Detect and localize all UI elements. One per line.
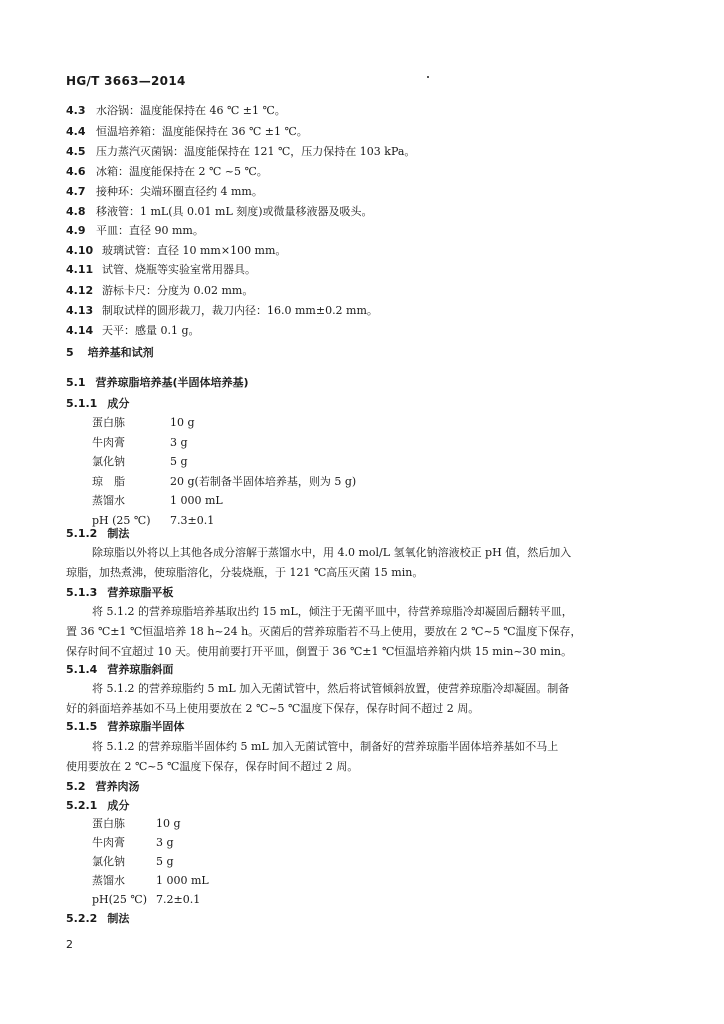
equipment-item (66, 185, 263, 198)
para-5-1-2-line1: 除琼脂以外将以上其他各成分溶解于蒸馏水中，用 4.0 mol/L 氢氧化钠溶液校正 pH 值，然后加入 (92, 546, 572, 559)
equipment-item (66, 263, 256, 276)
ingredient-value: 5 g (170, 455, 188, 468)
item-number: 4.5 (66, 145, 86, 158)
ingredient-name: 蒸馏水 (92, 874, 125, 887)
para-5-1-3-line3: 保存时间不宜超过 10 天。使用前要打开平皿，倒置于 36 ℃±1 ℃恒温培养箱内烘 15 min~30 min。 (66, 645, 573, 658)
section-5-2-2-heading: 5.2.2 制法 (66, 912, 130, 925)
item-text: 天平：感量 0.1 g。 (102, 324, 200, 337)
para-5-1-2-line2: 琼脂，加热煮沸，使琼脂溶化，分装烧瓶，于 121 ℃高压灭菌 15 min。 (66, 566, 424, 579)
item-number: 4.7 (66, 185, 86, 198)
ingredient-name: pH (25 ℃) (92, 513, 151, 527)
ingredient-value: 20 g(若制备半固体培养基，则为 5 g) (170, 474, 357, 488)
item-number: 4.10 (66, 244, 94, 257)
section-5-1-3-heading: 5.1.3 营养琼脂平板 (66, 586, 174, 599)
para-5-1-5-line2: 使用要放在 2 ℃~5 ℃温度下保存，保存时间不超过 2 周。 (66, 760, 359, 773)
equipment-item (66, 284, 253, 297)
para-5-1-4-line1: 将 5.1.2 的营养琼脂约 5 mL 加入无菌试管中，然后将试管倾斜放置，使营养琼脂冷却凝固。制备 (92, 682, 570, 695)
section-5-heading: 5 培养基和试剂 (66, 346, 154, 359)
equipment-item (66, 244, 286, 257)
ingredient-name: 牛肉膏 (92, 836, 125, 849)
ingredient-name: 蛋白胨 (92, 817, 125, 830)
section-5-2-heading: 5.2 营养肉汤 (66, 780, 140, 793)
item-number: 4.12 (66, 284, 94, 297)
page-number: 2 (66, 938, 73, 951)
item-text: 游标卡尺：分度为 0.02 mm。 (102, 284, 254, 297)
ingredient-value: 3 g (170, 435, 188, 449)
ingredient-name: 氯化钠 (92, 455, 125, 468)
item-text: 水浴锅：温度能保持在 46 ℃ ±1 ℃。 (96, 104, 286, 117)
ingredient-value: 3 g (156, 836, 174, 849)
ingredient-name: 琼 脂 (92, 474, 125, 488)
item-text: 恒温培养箱：温度能保持在 36 ℃ ±1 ℃。 (96, 125, 308, 138)
ingredient-value: 10 g (170, 416, 195, 429)
item-number: 4.6 (66, 165, 86, 178)
equipment-item (66, 304, 378, 317)
section-5-1-1-heading: 5.1.1 成分 (66, 397, 130, 410)
ingredient-value: 7.3±0.1 (170, 513, 215, 527)
para-5-1-4-line2: 好的斜面培养基如不马上使用要放在 2 ℃~5 ℃温度下保存，保存时间不超过 2 周。 (66, 702, 480, 715)
equipment-item (66, 125, 308, 138)
equipment-item (66, 165, 268, 178)
ingredient-name: pH(25 ℃) (92, 893, 148, 906)
para-5-1-5-line1: 将 5.1.2 的营养琼脂半固体约 5 mL 加入无菌试管中，制备好的营养琼脂半固体培养基如不马上 (92, 740, 559, 753)
scan-dot (427, 76, 429, 78)
section-5-2-1-heading: 5.2.1 成分 (66, 799, 130, 812)
section-5-1-heading: 5.1 营养琼脂培养基(半固体培养基) (66, 376, 249, 389)
section-5-1-4-heading: 5.1.4 营养琼脂斜面 (66, 663, 174, 676)
item-text: 玻璃试管：直径 10 mm×100 mm。 (102, 244, 287, 257)
item-text: 试管、烧瓶等实验室常用器具。 (102, 263, 256, 276)
ingredient-value: 1 000 mL (156, 874, 209, 887)
ingredient-value: 7.2±0.1 (156, 893, 201, 906)
item-number: 4.3 (66, 104, 86, 117)
equipment-item (66, 104, 286, 117)
item-number: 4.11 (66, 263, 94, 276)
ingredient-name: 氯化钠 (92, 855, 125, 868)
ingredient-name: 蒸馏水 (92, 494, 125, 507)
item-text: 压力蒸汽灭菌锅：温度能保持在 121 ℃，压力保持在 103 kPa。 (96, 145, 416, 158)
item-number: 4.4 (66, 125, 86, 138)
para-5-1-3-line2: 置 36 ℃±1 ℃恒温培养 18 h~24 h。灭菌后的营养琼脂若不马上使用，要放在 2 ℃~5 ℃温度下保存， (66, 625, 582, 638)
ingredient-name: 蛋白胨 (92, 416, 125, 429)
section-5-1-5-heading: 5.1.5 营养琼脂半固体 (66, 720, 185, 733)
ingredient-value: 10 g (156, 817, 181, 830)
standard-code: HG/T 3663—2014 (66, 74, 186, 88)
para-5-1-3-line1: 将 5.1.2 的营养琼脂培养基取出约 15 mL，倾注于无菌平皿中，待营养琼脂冷却凝固后翻转平皿， (92, 605, 573, 618)
equipment-item (66, 224, 204, 237)
ingredient-name: 牛肉膏 (92, 435, 125, 449)
item-text: 冰箱：温度能保持在 2 ℃ ~5 ℃。 (96, 165, 268, 178)
equipment-item (66, 145, 415, 158)
item-text: 制取试样的圆形裁刀，裁刀内径：16.0 mm±0.2 mm。 (102, 304, 378, 317)
item-text: 平皿：直径 90 mm。 (96, 224, 204, 237)
section-5-1-2-heading: 5.1.2 制法 (66, 527, 130, 540)
item-number: 4.8 (66, 205, 86, 218)
ingredient-value: 5 g (156, 855, 174, 868)
item-number: 4.9 (66, 224, 86, 237)
equipment-item (66, 324, 200, 337)
item-text: 移液管：1 mL(具 0.01 mL 刻度)或微量移液器及吸头。 (96, 205, 373, 218)
item-number: 4.13 (66, 304, 94, 317)
item-text: 接种环：尖端环圈直径约 4 mm。 (96, 185, 263, 198)
item-number: 4.14 (66, 324, 94, 337)
equipment-item (66, 205, 373, 218)
ingredient-value: 1 000 mL (170, 494, 223, 507)
